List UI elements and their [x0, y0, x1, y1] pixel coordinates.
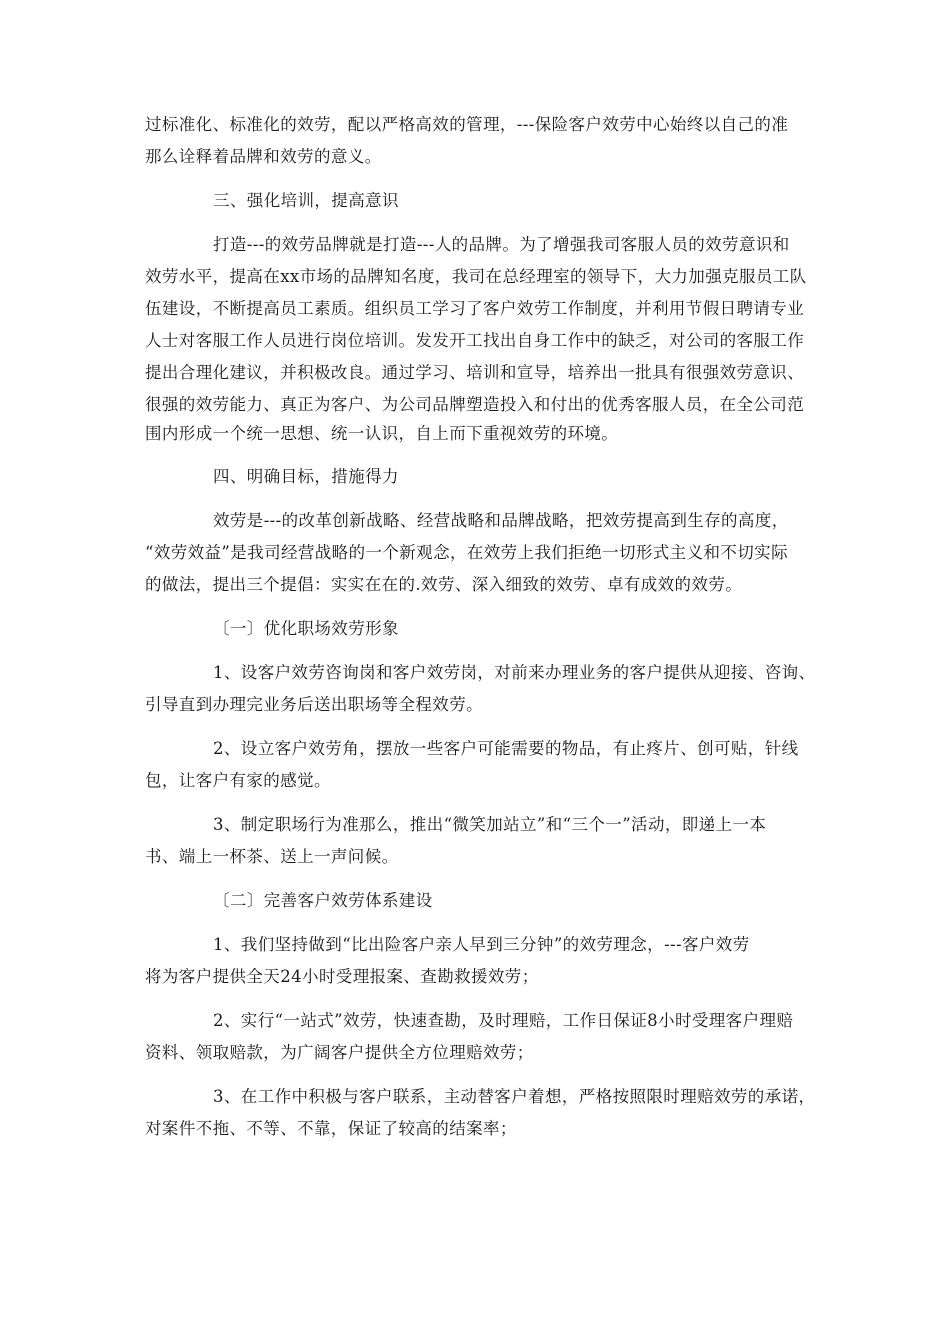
body-line: 2、设立客户效劳角，摆放一些客户可能需要的物品，有止疼片、创可贴，针线	[213, 739, 799, 758]
body-line: 对案件不拖、不等、不靠，保证了较高的结案率；	[145, 1119, 517, 1138]
section-heading: 四、明确目标，措施得力	[213, 467, 399, 486]
section-heading: 三、强化培训，提高意识	[213, 191, 399, 210]
body-line: 人士对客服工作人员进行岗位培训。发发开工找出自身工作中的缺乏，对公司的客服工作	[145, 331, 805, 350]
body-line: 3、制定职场行为准那么，推出“微笑加站立”和“三个一”活动，即递上一本	[213, 815, 767, 834]
body-line: 资料、领取赔款，为广阔客户提供全方位理赔效劳；	[145, 1043, 534, 1062]
body-line: 包，让客户有家的感觉。	[145, 771, 331, 790]
body-line: 提出合理化建议，并积极改良。通过学习、培训和宣导，培养出一批具有很强效劳意识、	[145, 363, 805, 382]
body-line: 1、我们坚持做到“比出险客户亲人早到三分钟”的效劳理念，---客户效劳	[213, 935, 750, 954]
body-line: 的做法，提出三个提倡：实实在在的.效劳、深入细致的效劳、卓有成效的效劳。	[145, 575, 743, 594]
body-line: 书、端上一杯茶、送上一声问候。	[145, 847, 399, 866]
body-line: 3、在工作中积极与客户联系，主动替客户着想，严格按照限时理赔效劳的承诺，	[213, 1087, 816, 1106]
body-line: 那么诠释着品牌和效劳的意义。	[145, 147, 382, 166]
subsection-heading: 〔一〕优化职场效劳形象	[213, 619, 399, 638]
subsection-heading: 〔二〕完善客户效劳体系建设	[213, 891, 433, 910]
body-line: 效劳是---的改革创新战略、经营战略和品牌战略，把效劳提高到生存的高度，	[213, 511, 789, 530]
body-line: 围内形成一个统一思想、统一认识，自上而下重视效劳的环境。	[145, 424, 619, 443]
body-line: 引导直到办理完业务后送出职场等全程效劳。	[145, 695, 483, 714]
body-line: 将为客户提供全天24小时受理报案、查勘救援效劳；	[145, 967, 539, 986]
body-line: 1、设客户效劳咨询岗和客户效劳岗，对前来办理业务的客户提供从迎接、咨询、	[213, 663, 816, 682]
body-line: 很强的效劳能力、真正为客户、为公司品牌塑造投入和付出的优秀客服人员，在全公司范	[145, 395, 805, 414]
body-line: 伍建设，不断提高员工素质。组织员工学习了客户效劳工作制度，并利用节假日聘请专业	[145, 299, 805, 318]
body-line: “效劳效益”是我司经营战略的一个新观念，在效劳上我们拒绝一切形式主义和不切实际	[145, 543, 788, 562]
body-line: 打造---的效劳品牌就是打造---人的品牌。为了增强我司客服人员的效劳意识和	[213, 235, 790, 254]
body-line: 2、实行“一站式”效劳，快速查勘，及时理赔，工作日保证8小时受理客户理赔	[213, 1011, 794, 1030]
body-line: 效劳水平，提高在xx市场的品牌知名度，我司在总经理室的领导下，大力加强克服员工队	[145, 267, 807, 286]
body-line: 过标准化、标准化的效劳，配以严格高效的管理，---保险客户效劳中心始终以自己的准	[145, 115, 789, 134]
